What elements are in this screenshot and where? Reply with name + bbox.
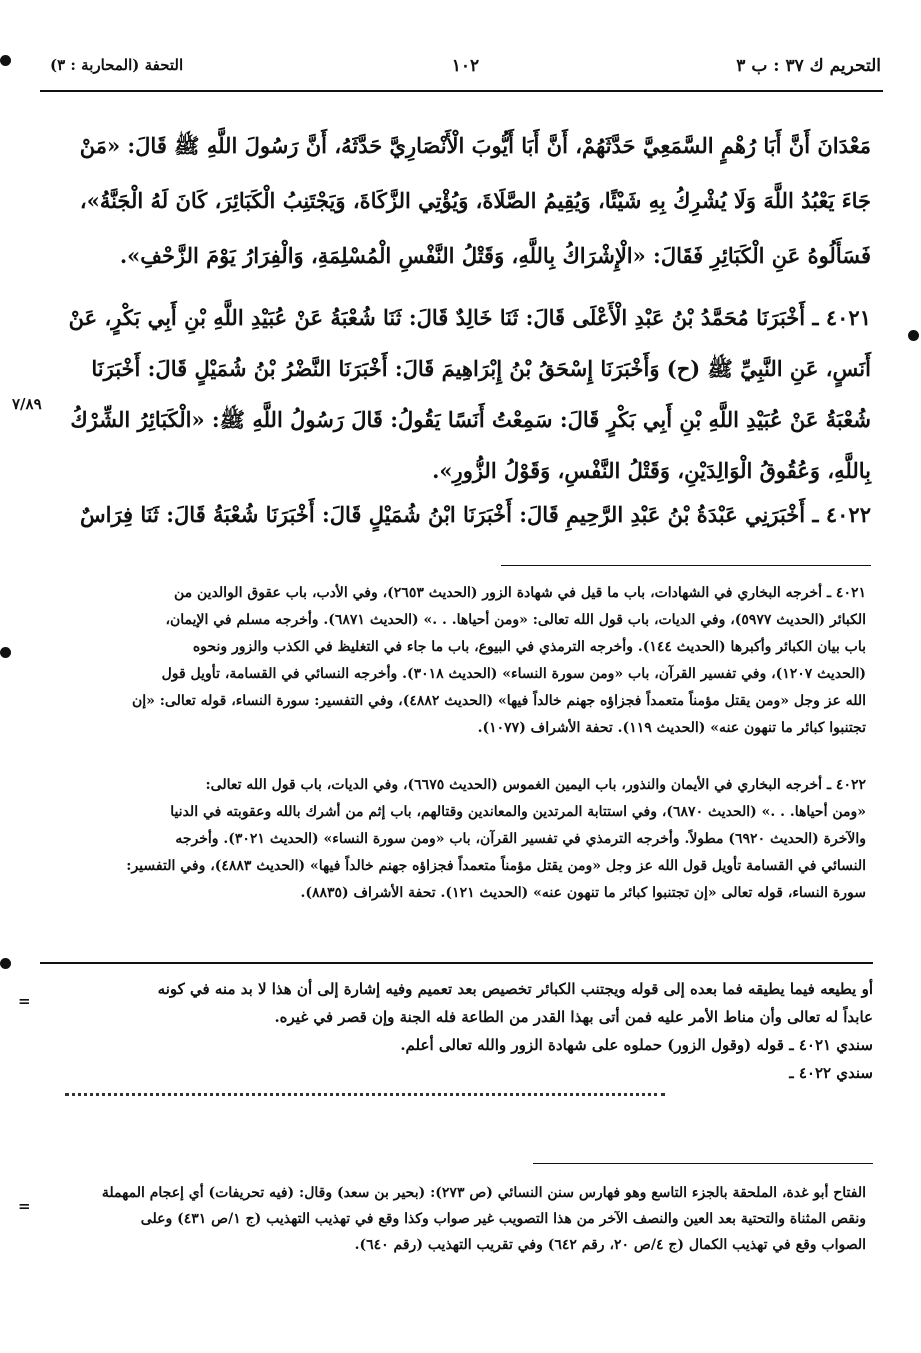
text-line: ٤٠٢٢ ـ أَخْبَرَنِي عَبْدَةُ بْنُ عَبْدِ الرَّحِيمِ قَالَ: أَخْبَرَنَا ابْنُ شُمَيْلٍ قَالَ: أَخْبَرَنَا شُعْبَةُ قَالَ: ثَنَا فِرَاسٌ xyxy=(79,502,871,527)
sindi-commentary xyxy=(45,975,873,1087)
page-number: ١٠٢ xyxy=(451,56,480,76)
hadith-4021 xyxy=(55,292,871,496)
footnote-line: ٤٠٢٢ ـ أخرجه البخاري في الأيمان والنذور، باب اليمين الغموس (الحديث ٦٦٧٥)، وفي الديات، باب قول الله تعالى: xyxy=(205,777,866,793)
text-line: أَنَسٍ، عَنِ النَّبِيِّ ﷺ (ح) وَأَخْبَرَنَا إِسْحَقُ بْنُ إِبْرَاهِيمَ قَالَ: أَخْبَرَنَا النَّضْرُ بْنُ شُمَيْلٍ قَالَ: أَخْبَرَنَا xyxy=(91,356,871,381)
commentary-line: سندي ٤٠٢٢ ـ xyxy=(789,1064,873,1082)
note-line: الفتاح أبو غدة، الملحقة بالجزء التاسع وهو فهارس سنن النسائي (ص ٢٧٣): (بحير بن سعد) وقال: (فيه تحريفات) أي إعجام المهملة xyxy=(101,1185,866,1201)
footnote-line: النسائي في القسامة تأويل قول الله عز وجل «ومن يقتل مؤمناً متعمداً فجزاؤه جهنم خالداً فيها» (الحديث ٤٨٨٣)، وفي التفسير: xyxy=(126,858,866,874)
bottom-note xyxy=(40,1180,866,1258)
text-line: فَسَأَلُوهُ عَنِ الْكَبَائِرِ فَقَالَ: «الْإِشْرَاكُ بِاللَّهِ، وَقَتْلُ النَّفْسِ الْمُسْلِمَةِ، وَالْفِرَارُ يَوْمَ الزَّحْفِ». xyxy=(119,243,871,268)
footnote-line: باب بيان الكبائر وأكبرها (الحديث ١٤٤). وأخرجه الترمذي في البيوع، باب ما جاء في التغليظ في الكذب والزور ونحوه xyxy=(192,639,866,655)
footnote-line: ٤٠٢١ ـ أخرجه البخاري في الشهادات، باب ما قيل في شهادة الزور (الحديث ٢٦٥٣)، وفي الأدب، باب عقوق الوالدين من xyxy=(173,585,866,601)
footnote-line: «ومن أحياها. . .» (الحديث ٦٨٧٠)، وفي استتابة المرتدين والمعاندين وقتالهم، باب إثم من أشرك بالله وعقوبته في الدنيا xyxy=(170,804,866,820)
continuation-mark: = xyxy=(18,992,31,1010)
margin-bullet xyxy=(0,958,11,969)
footnote-line: الله عز وجل «ومن يقتل مؤمناً متعمداً فجزاؤه جهنم خالداً فيها» (الحديث ٤٨٨٢)، وفي التفسير: سورة النساء، قوله تعالى: «إن xyxy=(131,693,866,709)
header-chapter: التحريم ك ٣٧ : ب ٣ xyxy=(736,56,881,76)
footnote-4022 xyxy=(45,772,866,907)
margin-bullet xyxy=(908,330,919,341)
footnote-4021 xyxy=(45,580,866,742)
margin-bullet xyxy=(0,55,11,66)
text-line: بِاللَّهِ، وَعُقُوقُ الْوَالِدَيْنِ، وَقَتْلُ النَّفْسِ، وَقَوْلُ الزُّورِ». xyxy=(432,458,871,483)
note-line: الصواب وقع في تهذيب الكمال (ج ٤/ص ٢٠، رقم ٦٤٢) وفي تقريب التهذيب (رقم ٦٤٠). xyxy=(354,1237,866,1253)
text-line: مَعْدَانَ أَنَّ أَبَا رُهْمٍ السَّمَعِيَّ حَدَّثَهُمْ، أَنَّ أَبَا أَيُّوبَ الْأَنْصَارِيَّ حَدَّثَهُ، أَنَّ رَسُولَ اللَّهِ ﷺ قَالَ: «مَنْ xyxy=(79,133,871,158)
footnote-line: سورة النساء، قوله تعالى «إن تجتنبوا كبائر ما تنهون عنه» (الحديث ١٢١). تحفة الأشراف (٨٨٣٥). xyxy=(300,885,866,901)
note-line: ونقص المثناة والتحتية بعد العين والنصف الآخر من هذا التصويب غير صواب وكذا وقع في تهذيب التهذيب (ج ١/ص ٤٣١) وعلى xyxy=(140,1211,866,1227)
commentary-rule xyxy=(40,962,873,964)
commentary-line: أو يطيعه فيما يطيقه فما بعده إلى قوله ويجتنب الكبائر تخصيص بعد تعميم وفيه إشارة إلى أن هذا لا بد منه في كونه xyxy=(157,980,873,998)
margin-reference: ٧/٨٩ xyxy=(12,395,42,413)
hadith-text-continued xyxy=(55,118,871,283)
commentary-line: سندي ٤٠٢١ ـ قوله (وقول الزور) حملوه على شهادة الزور والله تعالى أعلم. xyxy=(400,1036,873,1054)
text-line: شُعْبَةُ عَنْ عُبَيْدِ اللَّهِ بْنِ أَبِي بَكْرٍ قَالَ: سَمِعْتُ أَنَسًا يَقُولُ: قَالَ رَسُولُ اللَّهِ ﷺ: «الْكَبَائِرُ الشِّرْكُ xyxy=(70,407,871,432)
footnote-line: الكبائر (الحديث ٥٩٧٧)، وفي الديات، باب قول الله تعالى: «ومن أحياها. . .» (الحديث ٦٨٧١). وأخرجه مسلم في الإيمان، xyxy=(165,612,866,628)
dotted-leader xyxy=(65,1093,665,1096)
footnote-line: (الحديث ١٢٠٧)، وفي تفسير القرآن، باب «ومن سورة النساء» (الحديث ٣٠١٨). وأخرجه النسائي في القسامة، تأويل قول xyxy=(161,666,866,682)
commentary-line: عابداً له تعالى وأن مناط الأمر عليه فمن أتى بهذا القدر من الطاعة فله الجنة وإن قصر في غيره. xyxy=(274,1008,873,1026)
continuation-mark: = xyxy=(18,1197,31,1215)
text-line: ٤٠٢١ ـ أَخْبَرَنَا مُحَمَّدُ بْنُ عَبْدِ الْأَعْلَى قَالَ: ثَنَا خَالِدٌ قَالَ: ثَنَا شُعْبَةُ عَنْ عُبَيْدِ اللَّهِ بْنِ أَبِي بَكْرٍ، عَنْ xyxy=(68,305,871,330)
footnote-rule xyxy=(501,565,871,566)
bottom-note-rule xyxy=(533,1163,873,1164)
hadith-4022 xyxy=(55,492,871,538)
footnote-line: تجتنبوا كبائر ما تنهون عنه» (الحديث ١١٩). تحفة الأشراف (١٠٧٧). xyxy=(477,720,866,736)
text-line: جَاءَ يَعْبُدُ اللَّهَ وَلَا يُشْرِكُ بِهِ شَيْئًا، وَيُقِيمُ الصَّلَاةَ، وَيُؤْتِي الزَّكَاةَ، وَيَجْتَنِبُ الْكَبَائِرَ، كَانَ لَهُ الْجَنَّةُ»، xyxy=(79,188,871,213)
footnote-line: والآخرة (الحديث ٦٩٢٠) مطولاً. وأخرجه الترمذي في تفسير القرآن، باب «ومن سورة النساء» (الحديث ٣٠٢١). وأخرجه xyxy=(175,831,866,847)
header-rule xyxy=(40,90,883,92)
header-tuhfa-ref: التحفة (المحاربة : ٣) xyxy=(50,56,184,74)
margin-bullet xyxy=(0,647,11,658)
running-header xyxy=(50,48,881,84)
